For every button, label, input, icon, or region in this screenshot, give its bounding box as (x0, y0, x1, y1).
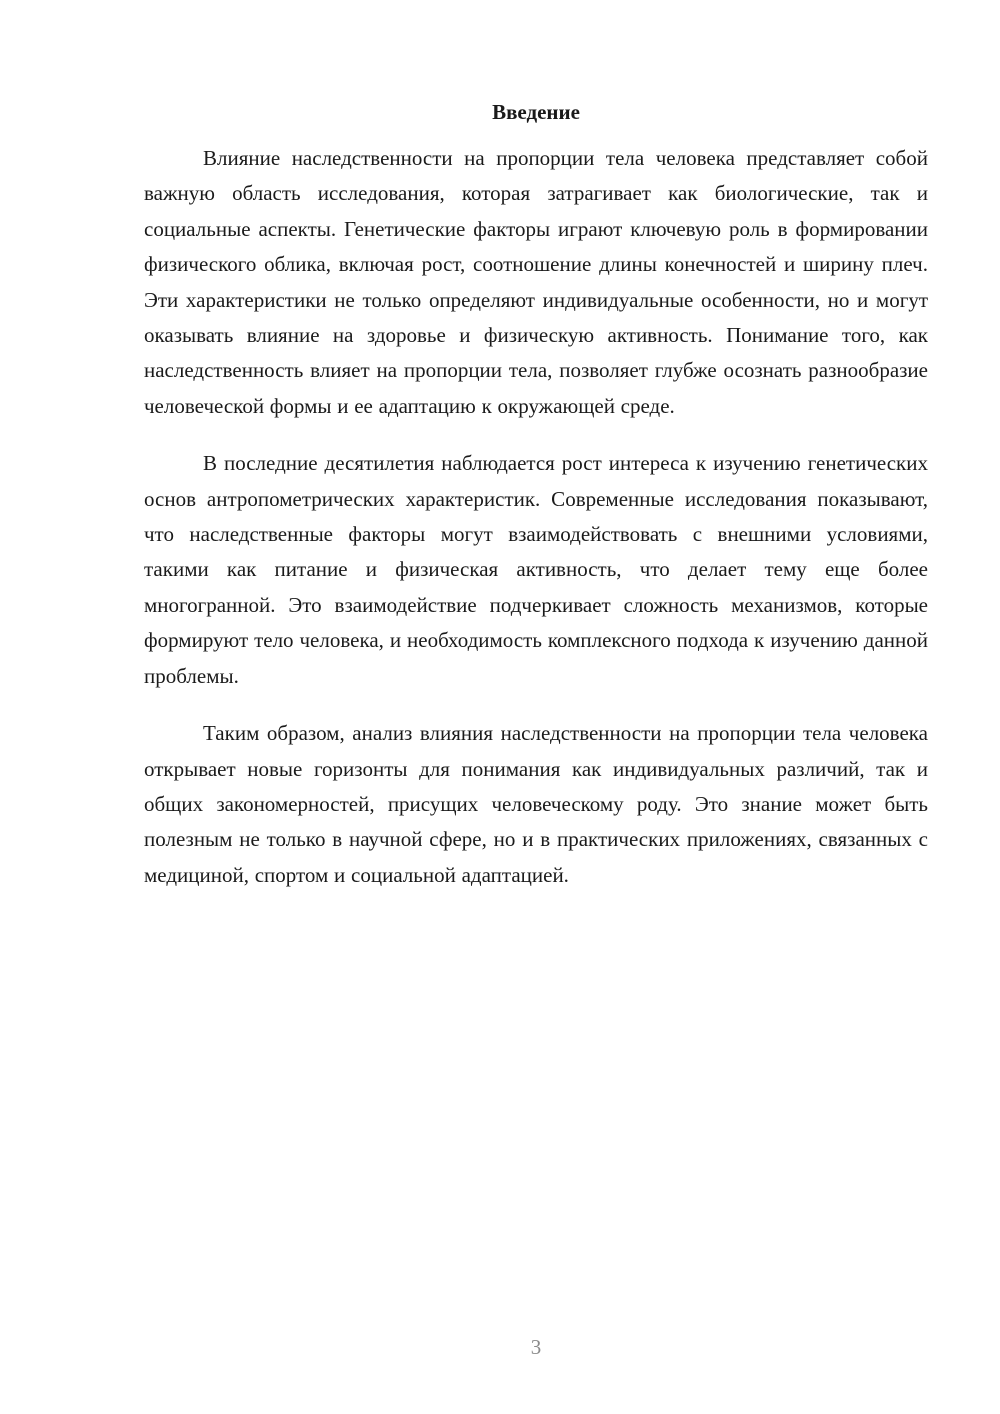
page-number: 3 (530, 1335, 542, 1359)
paragraph-1: Влияние наследственности на пропорции тела человека представляет собой важную область исследования, которая затрагивает как биологические, так и социальные аспекты. Генетические факторы играют ключевую роль в формировании физического облика, включая рост, соотношение длины конечностей и ширину плеч. Эти характеристики не только определяют индивидуальные особенности, но и могут оказывать влияние на здоровье и физическую активность. Понимание того, как наследственность влияет на пропорции тела, позволяет глубже осознать разнообразие человеческой формы и ее адаптацию к окружающей среде. (144, 146, 928, 418)
section-heading: Введение (492, 100, 580, 124)
paragraph-3: Таким образом, анализ влияния наследственности на пропорции тела человека открывает новые горизонты для понимания как индивидуальных различий, так и общих закономерностей, присущих человеческому роду. Это знание может быть полезным не только в научной сфере, но и в практических приложениях, связанных с медициной, спортом и социальной адаптацией. (144, 721, 928, 887)
body-text (144, 141, 928, 915)
paragraph-2: В последние десятилетия наблюдается рост интереса к изучению генетических основ антропометрических характеристик. Современные исследования показывают, что наследственные факторы могут взаимодействовать с внешними условиями, такими как питание и физическая активность, что делает тему еще более многогранной. Это взаимодействие подчеркивает сложность механизмов, которые формируют тело человека, и необходимость комплексного подхода к изучению данной проблемы. (144, 451, 928, 688)
